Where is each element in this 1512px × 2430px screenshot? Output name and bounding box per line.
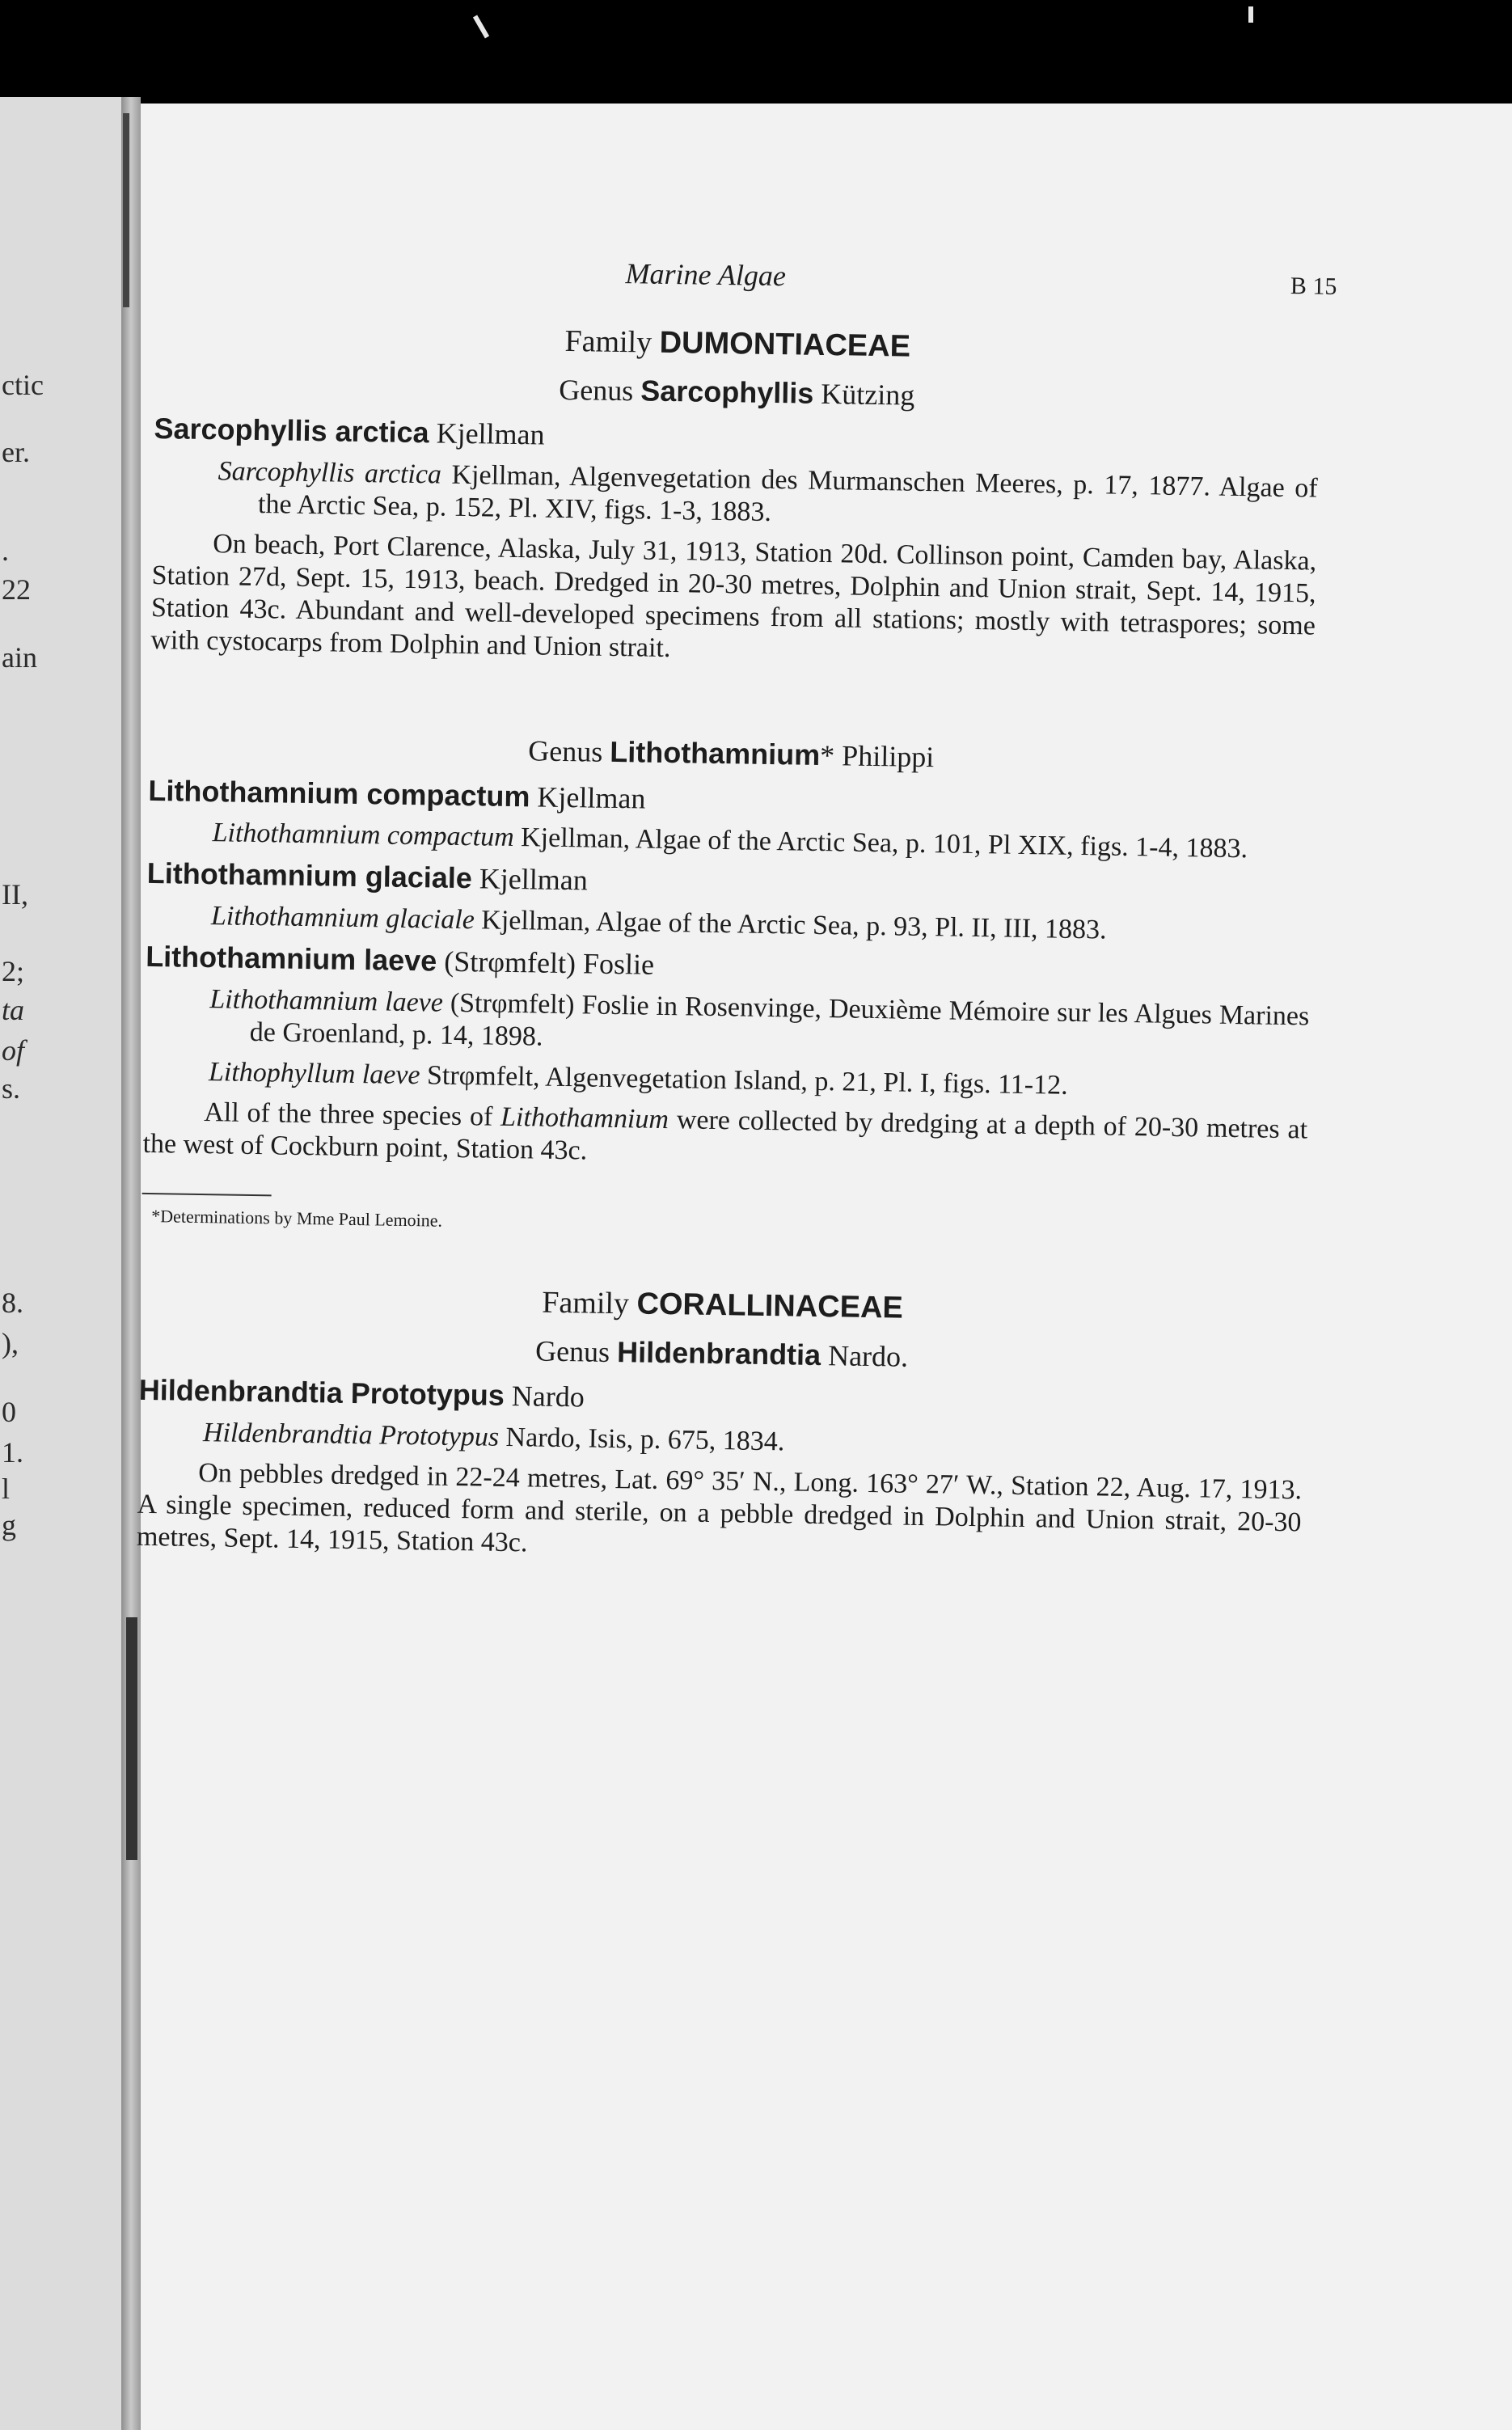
citation-name: Lithothamnium laeve <box>209 983 444 1018</box>
page-number: B 15 <box>1290 273 1337 300</box>
scan-mark-top-right <box>1248 6 1253 23</box>
citation-name: Lithophyllum laeve <box>208 1056 420 1090</box>
genus-prefix: Genus <box>558 373 634 408</box>
species-name: Lithothamnium glaciale <box>146 856 473 895</box>
left-fragment: ctic <box>2 369 44 401</box>
left-fragment: of <box>2 1034 25 1067</box>
species-name: Lithothamnium compactum <box>148 773 530 814</box>
footnote-divider <box>142 1193 272 1197</box>
page-gutter <box>121 97 141 2430</box>
closing-text-post: were collected by dredging at a depth of 20-30 metres at the west of Cockburn point, Station 43c. <box>142 1105 1308 1166</box>
family-name: DUMONTIACEAE <box>659 325 911 364</box>
species-author: Kjellman <box>479 862 589 897</box>
occurrence-paragraph: On beach, Port Clarence, Alaska, July 31, 1913, Station 20d. Collinson point, Camden bay, Alaska, Station 27d, Sept. 15, 1913, beach. Dredged in 20-30 metres, Dolphin and Union strait, Sept. 14, 1915, Station 43c. Abundant and well-developed specimens from all stations; mostly with tetraspores; some with cystocarps from Dolphin and Union strait. <box>150 529 1317 664</box>
family-heading <box>140 1278 1305 1333</box>
left-fragment: . <box>2 535 9 567</box>
left-fragment: 8. <box>2 1287 23 1319</box>
citation-text: Kjellman, Algae of the Arctic Sea, p. 101, Pl XIX, figs. 1-4, 1883. <box>520 822 1248 864</box>
left-fragment: 22 <box>2 573 31 606</box>
citation-text: Strφmfelt, Algenvegetation Island, p. 21, Pl. I, figs. 11-12. <box>426 1060 1068 1101</box>
genus-name: Sarcophyllis <box>640 374 814 410</box>
closing-paragraph <box>142 1096 1307 1179</box>
species-author: Kjellman <box>436 416 545 451</box>
citation <box>153 454 1318 538</box>
species-author: Nardo <box>511 1380 585 1414</box>
left-fragment: ), <box>2 1327 19 1359</box>
citation-text: (Strφmfelt) Foslie in Rosenvinge, Deuxième Mémoire sur les Algues Marines de Groenland, p. 14, 1898. <box>249 987 1310 1052</box>
footnote: *Determinations by Mme Paul Lemoine. <box>151 1206 443 1231</box>
family-prefix: Family <box>542 1285 630 1321</box>
citation-name: Lithothamnium compactum <box>212 818 514 853</box>
genus-author: Nardo. <box>827 1339 909 1373</box>
footnote-mark: * <box>819 739 835 772</box>
running-head-title: Marine Algae <box>625 257 787 293</box>
citation-name: Lithothamnium glaciale <box>210 901 475 936</box>
left-fragment: 1. <box>2 1436 23 1469</box>
citation-text: Kjellman, Algae of the Arctic Sea, p. 93, Pl. II, III, 1883. <box>481 905 1107 945</box>
left-page-edge <box>0 97 121 2430</box>
genus-heading <box>154 366 1319 419</box>
genus-name: Hildenbrandtia <box>616 1334 821 1371</box>
closing-text-pre: All of the three species of <box>203 1097 493 1132</box>
left-fragment: II, <box>2 878 28 911</box>
left-fragment: ain <box>2 641 37 674</box>
species-author: Kjellman <box>537 780 646 815</box>
book-page <box>136 104 1512 2430</box>
genus-prefix: Genus <box>534 1334 610 1368</box>
family-name: CORALLINACEAE <box>636 1287 904 1325</box>
species-author: (Strφmfelt) Foslie <box>443 945 655 981</box>
genus-name: Lithothamnium <box>609 735 821 772</box>
genus-author: Philippi <box>841 739 935 774</box>
citation-name: Hildenbrandtia Prototypus <box>202 1417 500 1452</box>
citation-text: Nardo, Isis, p. 675, 1834. <box>505 1422 785 1457</box>
scan-mark-top-left <box>473 15 489 39</box>
family-heading <box>155 317 1320 371</box>
left-fragment: ta <box>2 994 25 1026</box>
genus-heading <box>139 1328 1303 1380</box>
citation <box>145 982 1310 1065</box>
left-fragment: g <box>2 1509 16 1541</box>
genus-author: Kützing <box>821 377 915 412</box>
running-head <box>156 249 1337 316</box>
gutter-shadow <box>123 113 129 307</box>
family-prefix: Family <box>564 323 653 360</box>
occurrence-paragraph: On pebbles dredged in 22-24 metres, Lat. 69° 35′ N., Long. 163° 27′ W., Station 22, Aug. 17, 1913. A single specimen, reduced form and sterile, on a pebble dredged in Dolphin and Union strait, 20-30 metres, Sept. 14, 1915, Station 43c. <box>136 1457 1303 1558</box>
left-fragment: s. <box>2 1072 21 1105</box>
left-fragment: l <box>2 1473 11 1505</box>
page-content <box>136 249 1337 1578</box>
gutter-shadow <box>126 1617 137 1860</box>
closing-text-italic: Lithothamnium <box>500 1101 669 1135</box>
left-fragment: 0 <box>2 1396 16 1428</box>
left-fragment: 2; <box>2 955 25 987</box>
citation-name: Sarcophyllis arctica <box>218 455 442 490</box>
species-name: Hildenbrandtia Prototypus <box>138 1373 505 1413</box>
species-name: Sarcophyllis arctica <box>154 412 429 450</box>
genus-prefix: Genus <box>527 734 603 769</box>
species-name: Lithothamnium laeve <box>145 939 437 978</box>
citation-text: Kjellman, Algenvegetation des Murmanschen Meeres, p. 17, 1877. Algae of the Arctic Sea, p. 152, Pl. XIV, figs. 1-3, 1883. <box>257 459 1318 527</box>
left-fragment: er. <box>2 436 30 468</box>
